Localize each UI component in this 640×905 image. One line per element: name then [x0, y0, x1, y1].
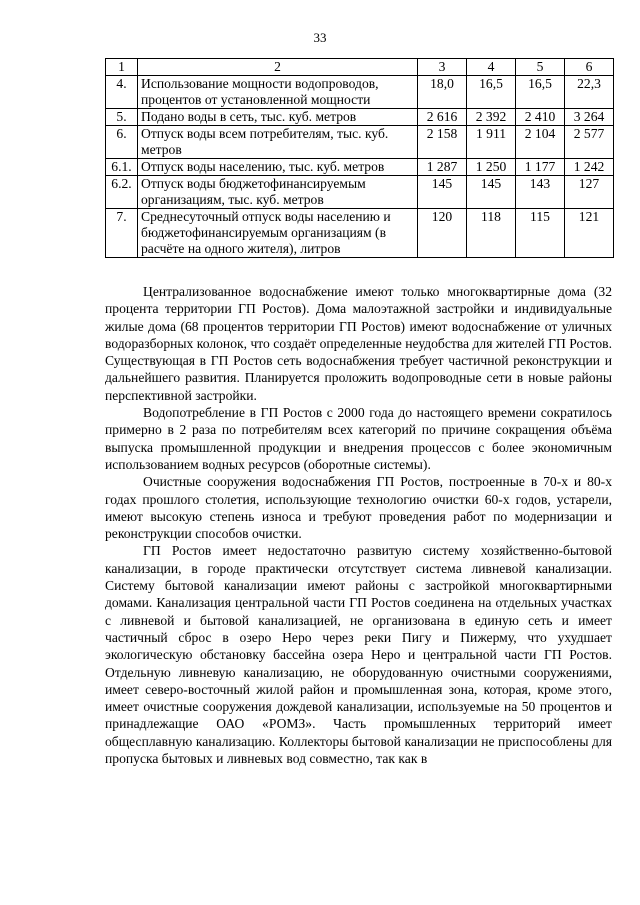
row-value: 2 616 [418, 109, 467, 126]
row-value: 16,5 [467, 76, 516, 109]
row-description: Отпуск воды населению, тыс. куб. метров [138, 159, 418, 176]
row-value: 2 392 [467, 109, 516, 126]
body-text [105, 283, 612, 767]
header-cell: 1 [106, 59, 138, 76]
header-cell: 2 [138, 59, 418, 76]
row-value: 121 [565, 209, 614, 258]
row-number: 6.2. [106, 176, 138, 209]
row-value: 22,3 [565, 76, 614, 109]
header-cell: 4 [467, 59, 516, 76]
table-header-row [106, 59, 614, 76]
paragraph-water-supply: Централизованное водоснабжение имеют только многоквартирные дома (32 процента территории ГП Ростов). Дома малоэтажной застройки и индивидуальные жилые дома (68 процентов территории ГП Ростов) имеют водоснабжение от уличных водоразборных колонок, что создаёт определенные неудобства для жителей ГП Ростов. Существующая в ГП Ростов сеть водоснабжения требует частичной реконструкции и дальнейшего развития. Планируется проложить водопроводные сети в новые районы перспективной застройки. [105, 284, 612, 403]
row-number: 6. [106, 126, 138, 159]
table-row [106, 109, 614, 126]
row-number: 7. [106, 209, 138, 258]
row-value: 145 [418, 176, 467, 209]
row-value: 2 410 [516, 109, 565, 126]
row-value: 120 [418, 209, 467, 258]
header-cell: 6 [565, 59, 614, 76]
row-number: 6.1. [106, 159, 138, 176]
water-supply-table [105, 58, 614, 258]
row-description: Среднесуточный отпуск воды населению и бюджетофинансируемым организациям (в расчёте на одного жителя), литров [138, 209, 418, 258]
row-value: 1 287 [418, 159, 467, 176]
row-value: 2 158 [418, 126, 467, 159]
row-description: Использование мощности водопроводов, процентов от установленной мощности [138, 76, 418, 109]
row-value: 143 [516, 176, 565, 209]
row-number: 4. [106, 76, 138, 109]
row-value: 1 250 [467, 159, 516, 176]
row-value: 2 577 [565, 126, 614, 159]
table-row [106, 176, 614, 209]
row-value: 127 [565, 176, 614, 209]
page-number: 33 [313, 30, 327, 45]
row-value: 16,5 [516, 76, 565, 109]
row-value: 3 264 [565, 109, 614, 126]
row-value: 1 911 [467, 126, 516, 159]
row-description: Подано воды в сеть, тыс. куб. метров [138, 109, 418, 126]
table-row [106, 209, 614, 258]
row-value: 1 177 [516, 159, 565, 176]
row-value: 145 [467, 176, 516, 209]
table-row [106, 159, 614, 176]
row-number: 5. [106, 109, 138, 126]
header-cell: 3 [418, 59, 467, 76]
row-description: Отпуск воды всем потребителям, тыс. куб. метров [138, 126, 418, 159]
row-value: 115 [516, 209, 565, 258]
row-value: 118 [467, 209, 516, 258]
row-value: 18,0 [418, 76, 467, 109]
row-value: 1 242 [565, 159, 614, 176]
table-row [106, 76, 614, 109]
paragraph-sewerage: ГП Ростов имеет недостаточно развитую систему хозяйственно-бытовой канализации, в городе практически отсутствует система ливневой канализации. Систему бытовой канализации имеют районы с застройкой многоквартирными домами. Канализация центральной части ГП Ростов соединена на отдельных участках с ливневой и бытовой канализацией, не организована в единую сеть и имеет частичный сброс в озеро Неро через реки Пигу и Пижерму, что ухудшает экологическую обстановку бассейна озера Неро и центральной части ГП Ростов. Отдельную ливневую канализацию, не оборудованную очистными сооружениями, имеет северо-восточный жилой район и промышленная зона, которая, кроме этого, имеет очистные сооружения дождевой канализации, используемые на 50 процентов и принадлежащие ОАО «РОМЗ». Часть промышленных территорий имеет общесплавную канализацию. Коллекторы бытовой канализации не приспособлены для пропуска бытовых и ливневых вод совместно, так как в [105, 543, 612, 767]
table-row [106, 126, 614, 159]
row-description: Отпуск воды бюджетофинансируемым организациям, тыс. куб. метров [138, 176, 418, 209]
row-value: 2 104 [516, 126, 565, 159]
paragraph-treatment-facilities: Очистные сооружения водоснабжения ГП Ростов, построенные в 70-х и 80-х годах прошлого столетия, использующие технологию очистки 60-х годов, устарели, имеют высокую степень износа и требуют проведения работ по модернизации и реконструкции способов очистки. [105, 474, 612, 542]
paragraph-water-consumption: Водопотребление в ГП Ростов с 2000 года до настоящего времени сократилось примерно в 2 раза по потребителям всех категорий по причине сокращения объёма выпуска промышленной продукции и внедрения процессов с более экономичным использованием водных ресурсов (оборотные системы). [105, 405, 612, 472]
header-cell: 5 [516, 59, 565, 76]
